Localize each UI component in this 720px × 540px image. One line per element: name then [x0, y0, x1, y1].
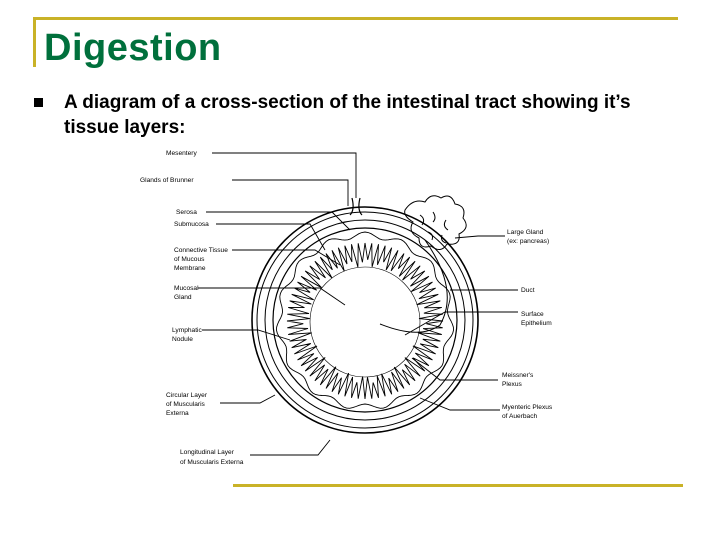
lumen: [310, 267, 420, 377]
label-mesentery: Mesentery: [166, 150, 197, 157]
label-large-gland-1: Large Gland: [507, 229, 544, 236]
wavy-submucosa: [277, 232, 454, 408]
bullet-icon: [34, 98, 43, 107]
label-surface-epithelium-1: Surface: [521, 311, 544, 318]
label-surface-epithelium-2: Epithelium: [521, 320, 552, 327]
label-serosa: Serosa: [176, 209, 197, 216]
label-connective-tissue-1: Connective Tissue: [174, 247, 228, 254]
label-glands-of-brunner: Glands of Brunner: [140, 177, 194, 184]
slide-title: Digestion: [44, 27, 222, 69]
label-meissners-plexus-2: Plexus: [502, 381, 522, 388]
frame-top-rule: [33, 17, 678, 20]
label-lymphatic-nodule-1: Lymphatic: [172, 327, 202, 334]
label-longitudinal-layer-2: of Muscularis Externa: [180, 459, 244, 466]
villi-outline: [287, 243, 443, 399]
label-meissners-plexus-1: Meissner's: [502, 372, 534, 379]
intestinal-cross-section-diagram: [140, 140, 590, 475]
label-myenteric-plexus-1: Myenteric Plexus: [502, 404, 553, 411]
tissue-layers: [252, 207, 478, 433]
label-lymphatic-nodule-2: Nodule: [172, 336, 193, 343]
label-circular-layer-2: of Muscularis: [166, 401, 205, 408]
label-connective-tissue-2: of Mucous: [174, 256, 205, 263]
label-circular-layer-1: Circular Layer: [166, 392, 208, 399]
label-duct: Duct: [521, 287, 535, 294]
label-submucosa: Submucosa: [174, 221, 209, 228]
frame-left-rule: [33, 17, 36, 67]
label-mucosal-gland-1: Mucosal: [174, 285, 199, 292]
bullet-text: A diagram of a cross-section of the intestinal tract showing it’s tissue layers:: [64, 92, 631, 138]
label-circular-layer-3: Externa: [166, 410, 189, 417]
serosa-ring: [252, 207, 478, 433]
leader-lines: [198, 153, 518, 455]
label-large-gland-2: (ex: pancreas): [507, 238, 550, 245]
label-longitudinal-layer-1: Longitudinal Layer: [180, 449, 234, 456]
label-connective-tissue-3: Membrane: [174, 265, 206, 272]
label-mucosal-gland-2: Gland: [174, 294, 192, 301]
label-myenteric-plexus-2: of Auerbach: [502, 413, 538, 420]
frame-bottom-rule: [233, 484, 683, 487]
